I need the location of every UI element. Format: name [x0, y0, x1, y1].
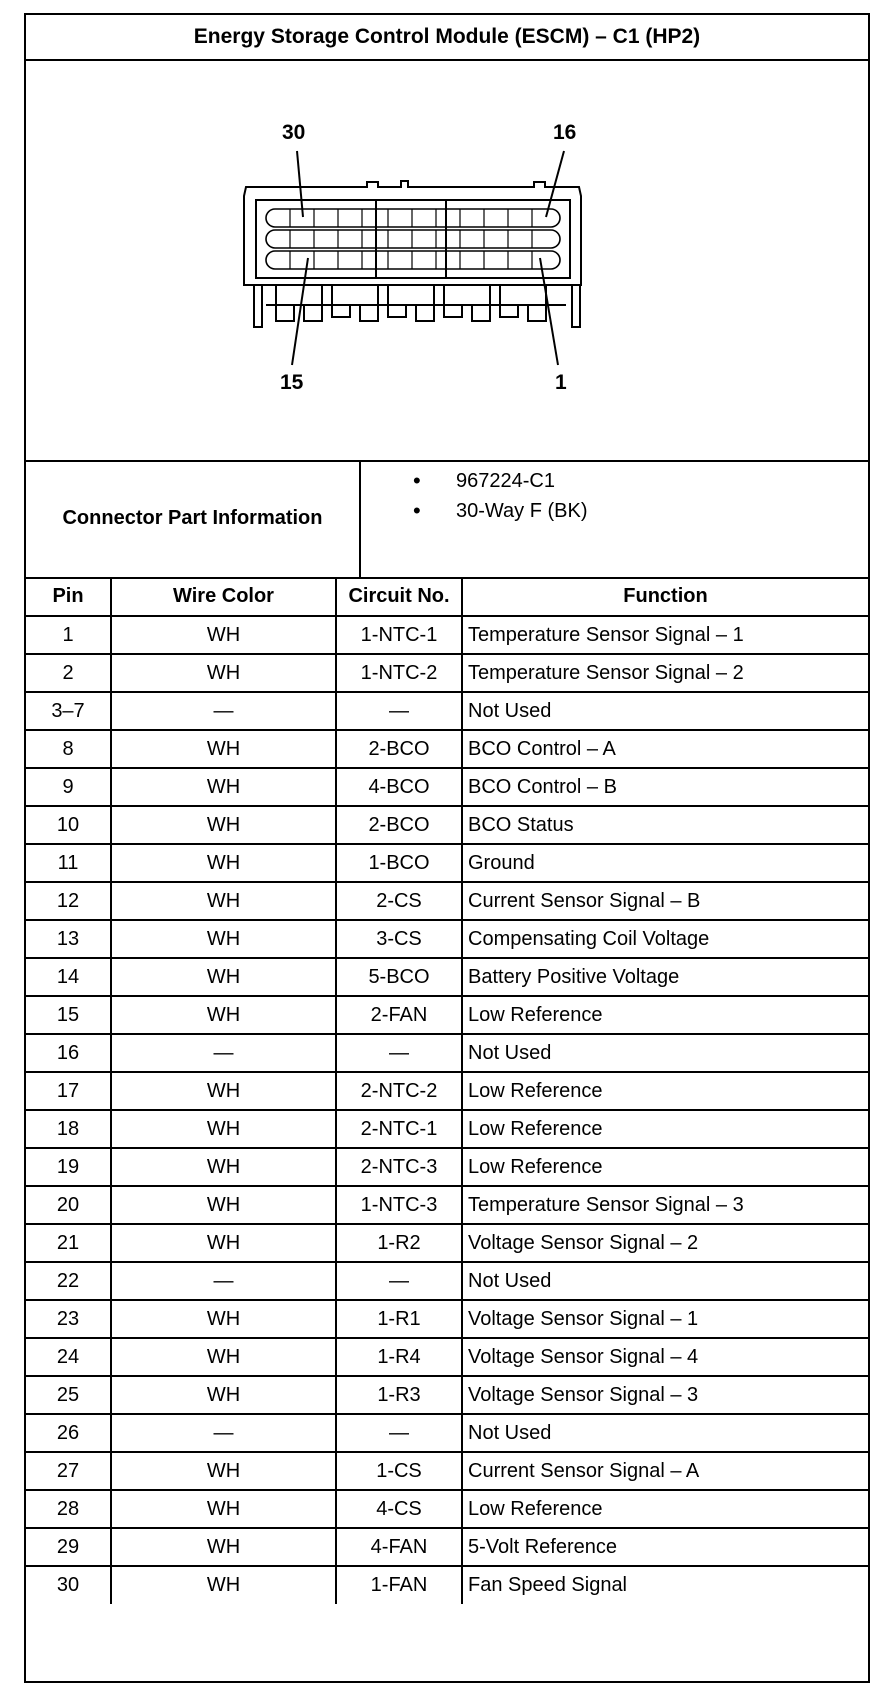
function-cell: Not Used: [462, 692, 868, 730]
wire-color-cell: WH: [111, 1186, 336, 1224]
table-row: [26, 1338, 868, 1376]
pin-cell: 25: [26, 1376, 111, 1414]
wire-color-cell: WH: [111, 1072, 336, 1110]
function-cell: Ground: [462, 844, 868, 882]
circuit-cell: 4-BCO: [336, 768, 462, 806]
circuit-cell: 1-NTC-3: [336, 1186, 462, 1224]
circuit-cell: 2-NTC-3: [336, 1148, 462, 1186]
wire-color-cell: WH: [111, 1376, 336, 1414]
wire-color-cell: —: [111, 692, 336, 730]
table-row: [26, 920, 868, 958]
function-cell: 5-Volt Reference: [462, 1528, 868, 1566]
wire-color-cell: WH: [111, 920, 336, 958]
function-cell: Voltage Sensor Signal – 4: [462, 1338, 868, 1376]
table-row: [26, 1490, 868, 1528]
circuit-cell: 1-FAN: [336, 1566, 462, 1604]
wire-color-cell: WH: [111, 844, 336, 882]
circuit-cell: 1-NTC-2: [336, 654, 462, 692]
pin-cell: 15: [26, 996, 111, 1034]
wire-color-cell: WH: [111, 1566, 336, 1604]
function-cell: Fan Speed Signal: [462, 1566, 868, 1604]
function-cell: BCO Status: [462, 806, 868, 844]
function-cell: Not Used: [462, 1034, 868, 1072]
wire-color-cell: WH: [111, 996, 336, 1034]
circuit-cell: 4-CS: [336, 1490, 462, 1528]
pin-cell: 27: [26, 1452, 111, 1490]
function-cell: Temperature Sensor Signal – 1: [462, 616, 868, 654]
wire-color-cell: —: [111, 1034, 336, 1072]
pin-label-15: 15: [280, 371, 304, 394]
circuit-cell: 5-BCO: [336, 958, 462, 996]
function-cell: Compensating Coil Voltage: [462, 920, 868, 958]
pin-cell: 2: [26, 654, 111, 692]
pin-cell: 21: [26, 1224, 111, 1262]
pin-label-1: 1: [555, 371, 567, 394]
pin-cell: 8: [26, 730, 111, 768]
function-cell: Not Used: [462, 1262, 868, 1300]
table-row: [26, 996, 868, 1034]
table-row: [26, 1414, 868, 1452]
function-cell: Not Used: [462, 1414, 868, 1452]
circuit-cell: —: [336, 1262, 462, 1300]
function-cell: Low Reference: [462, 1072, 868, 1110]
header-pin: Pin: [26, 577, 111, 616]
connector-diagram: [26, 59, 868, 462]
function-cell: Battery Positive Voltage: [462, 958, 868, 996]
circuit-cell: 1-R2: [336, 1224, 462, 1262]
part-number: • 967224-C1: [361, 466, 861, 496]
pin-cell: 12: [26, 882, 111, 920]
wire-color-cell: WH: [111, 958, 336, 996]
function-cell: Low Reference: [462, 1148, 868, 1186]
table-row: [26, 1224, 868, 1262]
function-cell: BCO Control – A: [462, 730, 868, 768]
circuit-cell: 4-FAN: [336, 1528, 462, 1566]
part-info-list: [361, 466, 861, 526]
pin-cell: 3–7: [26, 692, 111, 730]
function-cell: BCO Control – B: [462, 768, 868, 806]
function-cell: Voltage Sensor Signal – 2: [462, 1224, 868, 1262]
table-row: [26, 1110, 868, 1148]
pin-cell: 29: [26, 1528, 111, 1566]
table-row: [26, 882, 868, 920]
table-row: [26, 1034, 868, 1072]
pin-label-16: 16: [553, 121, 577, 144]
table-row: [26, 730, 868, 768]
pin-cell: 23: [26, 1300, 111, 1338]
circuit-cell: —: [336, 1034, 462, 1072]
table-body: [26, 616, 868, 1604]
table-row: [26, 1300, 868, 1338]
pin-cell: 11: [26, 844, 111, 882]
function-cell: Current Sensor Signal – A: [462, 1452, 868, 1490]
wire-color-cell: WH: [111, 768, 336, 806]
function-cell: Low Reference: [462, 1490, 868, 1528]
table-row: [26, 1452, 868, 1490]
pin-cell: 28: [26, 1490, 111, 1528]
wire-color-cell: WH: [111, 654, 336, 692]
header-circuit-no: Circuit No.: [336, 577, 462, 616]
pin-cell: 16: [26, 1034, 111, 1072]
connector-part-info: [26, 460, 868, 579]
header-wire-color: Wire Color: [111, 577, 336, 616]
circuit-cell: 3-CS: [336, 920, 462, 958]
pin-cell: 18: [26, 1110, 111, 1148]
circuit-cell: 1-NTC-1: [336, 616, 462, 654]
wire-color-cell: WH: [111, 882, 336, 920]
wire-color-cell: WH: [111, 1300, 336, 1338]
wire-color-cell: —: [111, 1262, 336, 1300]
wire-color-cell: WH: [111, 1110, 336, 1148]
circuit-cell: 2-NTC-1: [336, 1110, 462, 1148]
pin-cell: 14: [26, 958, 111, 996]
circuit-cell: 2-CS: [336, 882, 462, 920]
wire-color-cell: —: [111, 1414, 336, 1452]
wire-color-cell: WH: [111, 1452, 336, 1490]
connector-face-drawing: [26, 59, 868, 460]
pin-cell: 30: [26, 1566, 111, 1604]
pin-cell: 26: [26, 1414, 111, 1452]
table-row: [26, 1566, 868, 1604]
circuit-cell: 1-R4: [336, 1338, 462, 1376]
circuit-cell: 2-NTC-2: [336, 1072, 462, 1110]
function-cell: Voltage Sensor Signal – 1: [462, 1300, 868, 1338]
pin-cell: 1: [26, 616, 111, 654]
table-row: [26, 1528, 868, 1566]
wire-color-cell: WH: [111, 1148, 336, 1186]
table-row: [26, 844, 868, 882]
table-row: [26, 1262, 868, 1300]
table-row: [26, 1148, 868, 1186]
wire-color-cell: WH: [111, 1490, 336, 1528]
function-cell: Current Sensor Signal – B: [462, 882, 868, 920]
connector-sheet: [24, 13, 870, 1683]
function-cell: Temperature Sensor Signal – 3: [462, 1186, 868, 1224]
pin-cell: 13: [26, 920, 111, 958]
connector-type: • 30-Way F (BK): [361, 496, 861, 526]
header-function: Function: [462, 577, 868, 616]
circuit-cell: 2-FAN: [336, 996, 462, 1034]
wire-color-cell: WH: [111, 806, 336, 844]
wire-color-cell: WH: [111, 730, 336, 768]
part-info-label: Connector Part Information: [26, 460, 361, 577]
page-title: Energy Storage Control Module (ESCM) – C1 (HP2): [26, 15, 868, 61]
circuit-cell: —: [336, 692, 462, 730]
pinout-table: [26, 577, 868, 1604]
circuit-cell: 1-BCO: [336, 844, 462, 882]
function-cell: Temperature Sensor Signal – 2: [462, 654, 868, 692]
pin-cell: 22: [26, 1262, 111, 1300]
table-row: [26, 616, 868, 654]
circuit-cell: 1-R1: [336, 1300, 462, 1338]
circuit-cell: 2-BCO: [336, 730, 462, 768]
pin-cell: 19: [26, 1148, 111, 1186]
table-row: [26, 768, 868, 806]
table-row: [26, 1072, 868, 1110]
circuit-cell: —: [336, 1414, 462, 1452]
table-row: [26, 1186, 868, 1224]
circuit-cell: 2-BCO: [336, 806, 462, 844]
table-row: [26, 654, 868, 692]
pin-cell: 20: [26, 1186, 111, 1224]
table-header-row: [26, 577, 868, 616]
table-row: [26, 806, 868, 844]
table-row: [26, 692, 868, 730]
pin-cell: 10: [26, 806, 111, 844]
table-row: [26, 1376, 868, 1414]
pin-cell: 17: [26, 1072, 111, 1110]
pin-label-30: 30: [282, 121, 306, 144]
circuit-cell: 1-R3: [336, 1376, 462, 1414]
table-row: [26, 958, 868, 996]
wire-color-cell: WH: [111, 1224, 336, 1262]
function-cell: Voltage Sensor Signal – 3: [462, 1376, 868, 1414]
circuit-cell: 1-CS: [336, 1452, 462, 1490]
function-cell: Low Reference: [462, 1110, 868, 1148]
pin-cell: 24: [26, 1338, 111, 1376]
pin-cell: 9: [26, 768, 111, 806]
wire-color-cell: WH: [111, 1338, 336, 1376]
function-cell: Low Reference: [462, 996, 868, 1034]
wire-color-cell: WH: [111, 616, 336, 654]
wire-color-cell: WH: [111, 1528, 336, 1566]
